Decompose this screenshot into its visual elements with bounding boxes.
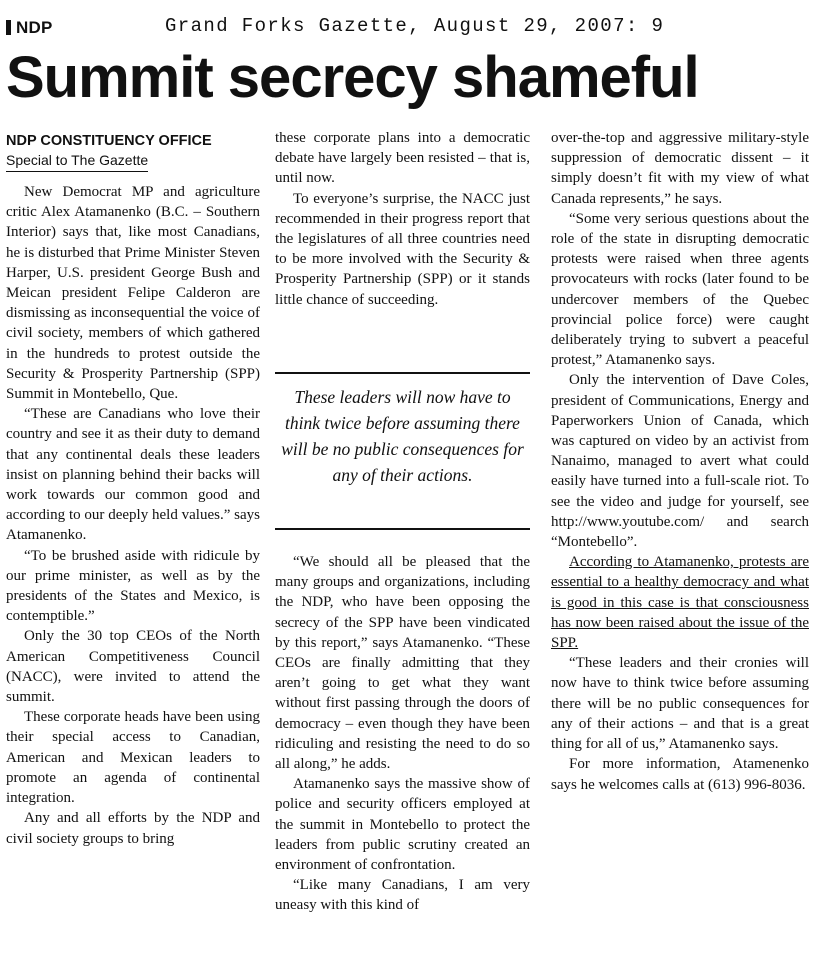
paragraph: To everyone’s surprise, the NACC just recommended in their progress report that the legislatures of all three countries need to be more involved with the Security & Prosperity Partnership (SPP) or it stands little chance of succeeding.	[275, 190, 530, 308]
headline: Summit secrecy shameful	[6, 45, 699, 110]
paragraph: These corporate heads have been using their special access to Canadian, American and Mexican leaders to promote an agenda of continental integration.	[6, 709, 260, 807]
paragraph: Only the 30 top CEOs of the North American Competitiveness Council (NACC), were invited to attend the summit.	[6, 628, 260, 706]
paragraph: “To be brushed aside with ridicule by our prime minister, as well as by the presidents of the States and Mexico, is contemptible.”	[6, 547, 260, 625]
paragraph: these corporate plans into a democratic debate have largely been resisted – that is, until now.	[275, 130, 530, 187]
paragraph: Any and all efforts by the NDP and civil society groups to bring	[6, 810, 260, 847]
paragraph: “Like many Canadians, I am very uneasy with this kind of	[275, 877, 530, 914]
paragraph: “These leaders and their cronies will now have to think twice before assuming there will be no public consequences for any of their actions – and that is a great thing for all of us,” Atamanenko says.	[551, 655, 809, 753]
paragraph: For more information, Atamenenko says he welcomes calls at (613) 996-8036.	[551, 756, 809, 793]
page-folio: Grand Forks Gazette, August 29, 2007: 9	[165, 15, 665, 37]
pull-quote	[275, 372, 530, 530]
paragraph: “Some very serious questions about the role of the state in disrupting democratic protests were raised when three agents provocateurs with rocks (later found to be undercover members of the Quebec provincial police force) were caught deliberately trying to subvert a peaceful protest,” Atamanenko says.	[551, 210, 809, 369]
section-tag	[6, 18, 53, 38]
paragraph: “We should all be pleased that the many groups and organizations, including the NDP, who have been opposing the secrecy of the SPP have been vindicated by this report,” says Atamanenko. “These CEOs are finally admitting that they aren’t going to get what they want without first passing through the doors of democracy – even though they have been ridiculing and resisting the need to do so all along,” he adds.	[275, 554, 530, 773]
paragraph-underlined: According to Atamanenko, protests are essential to a healthy democracy and what is good in this case is that consciousness has now been raised about the issue of the SPP.	[551, 554, 809, 652]
column-2-top	[275, 128, 530, 310]
pull-quote-text: These leaders will now have to think twice before assuming there will be no public consequences for any of their actions.	[281, 387, 524, 485]
column-1	[6, 132, 260, 849]
column-3	[551, 128, 809, 795]
paragraph: over-the-top and aggressive military-style suppression of democratic dissent – it simply doesn’t fit with my view of what Canada represents,” he says.	[551, 130, 809, 207]
column-2-bottom	[275, 552, 530, 916]
paragraph: Atamanenko says the massive show of police and security officers employed at the summit in Montebello to protect the leaders from public scrutiny created an environment of confrontation.	[275, 776, 530, 874]
paragraph: “These are Canadians who love their country and see it as their duty to demand that any continental deals these leaders insist on planning behind their backs will work towards our common good and according to our deeply held values.” says Atamanenko.	[6, 406, 260, 544]
section-label: NDP	[16, 18, 53, 37]
byline-office: NDP CONSTITUENCY OFFICE	[6, 133, 212, 149]
section-marker	[6, 20, 11, 35]
byline-special: Special to The Gazette	[6, 151, 148, 172]
paragraph: New Democrat MP and agriculture critic Alex Atamanenko (B.C. – Southern Interior) says that, like most Canadians, he is disturbed that Prime Minister Steven Harper, U.S. president George Bush and Meican president Felipe Calderon are dismissing as inconsequential the voice of civil society, members of which gathered in the hundreds to protest outside the Security & Prosperity Partnership (SPP) Summit in Montebello, Que.	[6, 184, 260, 403]
paragraph: Only the intervention of Dave Coles, president of Communications, Energy and Paperworkers Union of Canada, which was captured on video by an activist from Nanaimo, managed to avert what could easily have turned into a full-scale riot. To see the video and judge for yourself, see http://www.youtube.com/ and search “Montebello”.	[551, 372, 809, 551]
